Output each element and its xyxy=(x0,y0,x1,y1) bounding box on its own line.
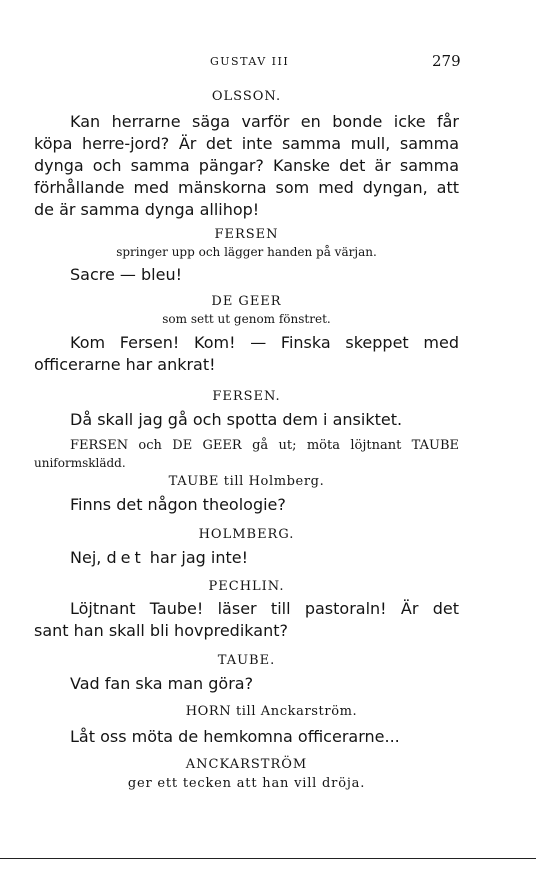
stage-direction-line: uniformsklädd. xyxy=(34,456,126,470)
dialogue-block-taube xyxy=(34,473,459,516)
speaker-name: TAUBE till Holmberg. xyxy=(168,474,325,489)
page-number: 279 xyxy=(432,52,461,70)
speaker-name: DE GEER xyxy=(211,294,282,309)
speech-line: officerarne har ankrat! xyxy=(34,355,216,374)
dialogue-block-fersen-2 xyxy=(34,388,459,431)
speech-line: Finns det någon theologie? xyxy=(70,495,286,514)
speech-text xyxy=(34,199,459,221)
speech-text xyxy=(34,409,459,431)
speech-line: de är samma dynga allihop! xyxy=(34,200,260,219)
speaker-name: HORN till Anckarström. xyxy=(185,704,358,719)
speech-text xyxy=(34,494,459,516)
speech-text xyxy=(34,547,459,569)
dialogue-block-de-geer xyxy=(34,293,459,376)
speaker-name: TAUBE. xyxy=(217,653,276,668)
speech-line: Vad fan ska man göra? xyxy=(70,674,254,693)
speech-line: köpa herre-jord? Är det inte samma mull, samma xyxy=(34,134,459,153)
dialogue-block-olsson xyxy=(34,88,459,221)
speech-text xyxy=(34,133,459,199)
dialogue-block-anckarstrom xyxy=(34,756,459,792)
speech-text xyxy=(34,620,459,642)
speech-emphasis: det xyxy=(106,548,145,567)
dialogue-block-holmberg xyxy=(34,526,459,569)
speech-line: Löjtnant Taube! läser till pastoraln! Är det xyxy=(70,599,459,618)
speaker-name: ANCKARSTRÖM xyxy=(185,757,308,772)
speech-line: Sacre — bleu! xyxy=(70,265,182,284)
speech-line: Kan herrarne säga varför en bonde icke får xyxy=(70,112,459,131)
stage-direction: som sett ut genom fönstret. xyxy=(162,312,331,326)
speech-line: sant han skall bli hovpredikant? xyxy=(34,621,288,640)
speech-line: förhållande med mänskorna som med dyngan, att xyxy=(34,178,459,197)
speech-text xyxy=(34,354,459,376)
speech-segment: Nej, xyxy=(70,548,107,567)
speech-text xyxy=(34,332,459,354)
dialogue-block-fersen xyxy=(34,226,459,286)
page-bottom-edge xyxy=(0,858,536,859)
speaker-name: HOLMBERG. xyxy=(198,527,295,542)
speaker-name: PECHLIN. xyxy=(208,579,285,594)
speaker-name: FERSEN. xyxy=(212,389,281,404)
running-title: GUSTAV III xyxy=(210,55,290,68)
speech-line: Då skall jag gå och spotta dem i ansiktet. xyxy=(70,410,403,429)
speech-line: Låt oss möta de hemkomna officerarne... xyxy=(70,727,400,746)
speech-text xyxy=(34,264,459,286)
speaker-name: FERSEN xyxy=(214,227,279,242)
speech-text xyxy=(34,598,459,620)
stage-direction: ger ett tecken att han vill dröja. xyxy=(127,776,366,791)
dialogue-block-taube-2 xyxy=(34,652,459,695)
speaker-name: OLSSON. xyxy=(211,89,282,104)
speech-line: Kom Fersen! Kom! — Finska skeppet med xyxy=(70,333,459,352)
stage-direction-line: FERSEN och DE GEER gå ut; möta löjtnant TAUBE xyxy=(70,438,459,453)
speech-text xyxy=(34,726,459,748)
dialogue-block-horn xyxy=(34,703,459,748)
dialogue-block-pechlin xyxy=(34,578,459,642)
stage-direction: springer upp och lägger handen på värjan. xyxy=(116,245,377,259)
stage-direction-block xyxy=(34,437,459,471)
speech-text xyxy=(34,673,459,695)
speech-segment: har jag inte! xyxy=(144,548,249,567)
speech-line: dynga och samma pängar? Kanske det är samma xyxy=(34,156,459,175)
speech-text xyxy=(34,111,459,133)
